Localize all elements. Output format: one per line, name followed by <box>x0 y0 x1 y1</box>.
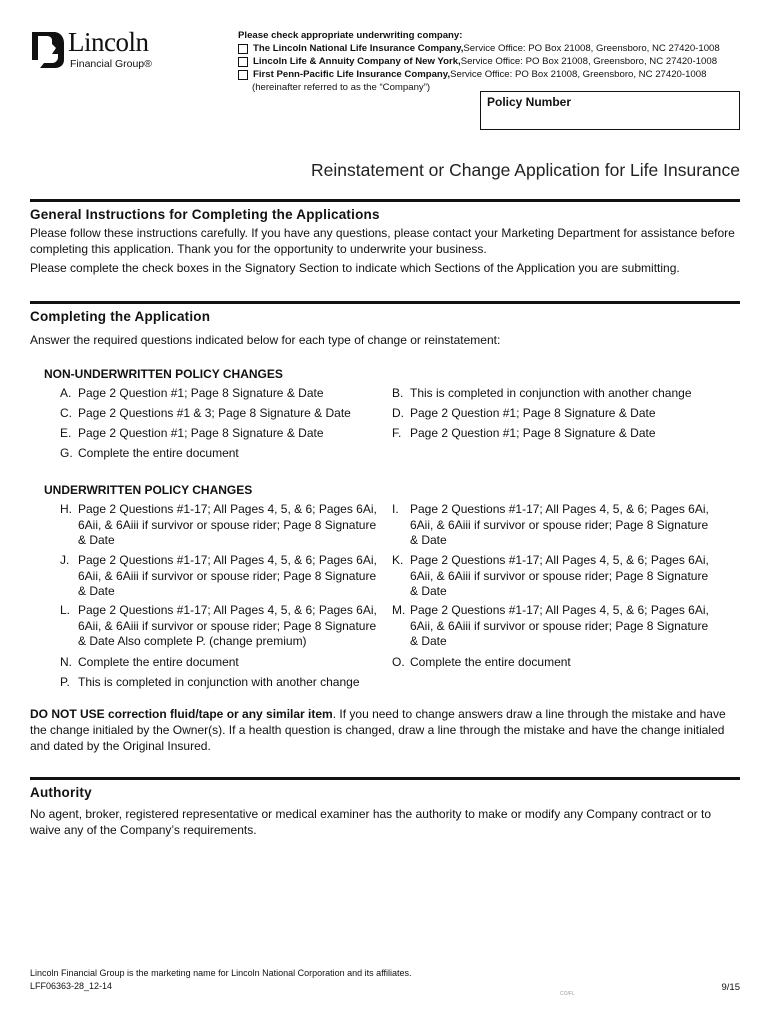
authority-text: No agent, broker, registered representative or medical examiner has the authority to make or modify any Company contract or to waive any of the Company’s requirements. <box>30 807 711 837</box>
item-text: This is completed in conjunction with another change <box>78 675 360 689</box>
item-letter: M. <box>392 603 406 617</box>
item-letter: D. <box>392 406 404 420</box>
policy-number-label: Policy Number <box>487 95 572 109</box>
underwriting-title: Please check appropriate underwriting company: <box>238 30 463 41</box>
item-letter: B. <box>392 386 404 400</box>
item-text: Complete the entire document <box>78 446 239 460</box>
form-number: LFF06363-28_12-14 <box>30 981 113 991</box>
item-letter: P. <box>60 675 70 689</box>
item-text: Page 2 Questions #1-17; All Pages 4, 5, & 6; Pages 6Ai, 6Aii, & 6Aiii if survivor or spouse rider; Page 8 Signature & Date <box>78 553 377 598</box>
company-3-checkbox[interactable] <box>238 70 248 80</box>
list-item <box>392 603 712 650</box>
general-instructions-heading: General Instructions for Completing the Applications <box>30 207 380 222</box>
item-text: Page 2 Questions #1-17; All Pages 4, 5, & 6; Pages 6Ai, 6Aii, & 6Aiii if survivor or spouse rider; Page 8 Signature & Date <box>410 603 709 648</box>
item-letter: F. <box>392 426 402 440</box>
correction-warning-bold: DO NOT USE correction fluid/tape or any similar item <box>30 707 333 721</box>
company-1-checkbox[interactable] <box>238 44 248 54</box>
list-item <box>392 406 722 422</box>
list-item <box>60 406 380 422</box>
item-letter: C. <box>60 406 72 420</box>
list-item <box>60 386 380 402</box>
company-option-3[interactable] <box>238 68 758 81</box>
item-letter: I. <box>392 502 399 516</box>
list-item <box>392 386 722 402</box>
item-letter: H. <box>60 502 72 516</box>
item-text: Page 2 Question #1; Page 8 Signature & Date <box>410 426 656 440</box>
company-1-name: The Lincoln National Life Insurance Company, <box>253 43 464 54</box>
item-text: Page 2 Questions #1-17; All Pages 4, 5, & 6; Pages 6Ai, 6Aii, & 6Aiii if survivor or spouse rider; Page 8 Signature & Date Also complete P. (change premium) <box>78 603 377 648</box>
company-note: (hereinafter referred to as the “Company”) <box>252 82 431 93</box>
list-item <box>60 553 378 600</box>
item-letter: O. <box>392 655 405 669</box>
item-letter: L. <box>60 603 71 617</box>
item-text: Page 2 Questions #1-17; All Pages 4, 5, & 6; Pages 6Ai, 6Aii, & 6Aiii if survivor or spouse rider; Page 8 Signature & Date <box>410 553 709 598</box>
list-item <box>392 655 722 671</box>
authority-heading: Authority <box>30 785 92 800</box>
logo-subtitle: Financial Group® <box>70 58 152 70</box>
list-item <box>60 603 378 650</box>
item-text: Page 2 Question #1; Page 8 Signature & Date <box>78 426 324 440</box>
list-item <box>60 655 380 671</box>
list-item <box>60 426 380 442</box>
list-item <box>60 502 378 549</box>
item-text: Complete the entire document <box>78 655 239 669</box>
list-item <box>392 426 722 442</box>
general-instructions-text: Please follow these instructions carefully. If you have any questions, please contact your Marketing Department for assistance before completing this application. Thank you for the opportunity to underwrite your business. <box>30 226 735 256</box>
item-text: Page 2 Questions #1 & 3; Page 8 Signature & Date <box>78 406 351 420</box>
item-letter: E. <box>60 426 72 440</box>
item-text: Page 2 Question #1; Page 8 Signature & Date <box>78 386 324 400</box>
logo-wordmark: Lincoln <box>68 27 149 57</box>
tiny-code: CO/FL <box>560 991 575 997</box>
list-item <box>392 502 712 549</box>
lincoln-logo <box>30 27 170 80</box>
list-item <box>392 553 712 600</box>
item-letter: J. <box>60 553 70 567</box>
underwriting-company-block <box>238 29 758 94</box>
policy-number-field[interactable] <box>480 91 740 130</box>
section-divider <box>30 777 740 780</box>
non-underwritten-heading: NON-UNDERWRITTEN POLICY CHANGES <box>44 367 283 381</box>
item-letter: G. <box>60 446 73 460</box>
list-item <box>60 446 380 462</box>
page-number: 9/15 <box>721 982 740 993</box>
company-2-name: Lincoln Life & Annuity Company of New York, <box>253 56 461 67</box>
completing-heading: Completing the Application <box>30 309 211 324</box>
document-title: Reinstatement or Change Application for Life Insurance <box>310 160 740 180</box>
footer-marketing-note: Lincoln Financial Group is the marketing name for Lincoln National Corporation and its affiliates. <box>30 968 412 978</box>
item-text: Page 2 Questions #1-17; All Pages 4, 5, & 6; Pages 6Ai, 6Aii, & 6Aiii if survivor or spouse rider; Page 8 Signature & Date <box>410 502 709 547</box>
check-boxes-instruction: Please complete the check boxes in the Signatory Section to indicate which Sections of the Application you are submitting. <box>30 261 680 275</box>
list-item <box>60 675 380 691</box>
item-text: Page 2 Questions #1-17; All Pages 4, 5, & 6; Pages 6Ai, 6Aii, & 6Aiii if survivor or spouse rider; Page 8 Signature & Date <box>78 502 377 547</box>
company-1-office: Service Office: PO Box 21008, Greensboro, NC 27420-1008 <box>463 43 720 54</box>
lincoln-profile-icon <box>30 30 66 70</box>
company-3-name: First Penn-Pacific Life Insurance Company, <box>253 69 451 80</box>
completing-intro: Answer the required questions indicated below for each type of change or reinstatement: <box>30 333 501 347</box>
item-letter: N. <box>60 655 72 669</box>
company-option-2[interactable] <box>238 55 758 68</box>
item-letter: A. <box>60 386 72 400</box>
section-divider <box>30 199 740 202</box>
company-2-office: Service Office: PO Box 21008, Greensboro, NC 27420-1008 <box>460 56 718 67</box>
item-letter: K. <box>392 553 404 567</box>
correction-warning-rest: . If you need to change answers draw a line through the mistake and have the change initialed by the Owner(s). If a health question is changed, draw a line through the mistake and have the change initialed and dated by the Original Insured. <box>30 707 726 753</box>
item-text: This is completed in conjunction with another change <box>410 386 692 400</box>
underwritten-heading: UNDERWRITTEN POLICY CHANGES <box>44 483 253 497</box>
item-text: Complete the entire document <box>410 655 571 669</box>
company-option-1[interactable] <box>238 42 758 55</box>
company-3-office: Service Office: PO Box 21008, Greensboro, NC 27420-1008 <box>450 69 707 80</box>
correction-warning <box>30 706 742 754</box>
item-text: Page 2 Question #1; Page 8 Signature & Date <box>410 406 656 420</box>
section-divider <box>30 301 740 304</box>
company-2-checkbox[interactable] <box>238 57 248 67</box>
